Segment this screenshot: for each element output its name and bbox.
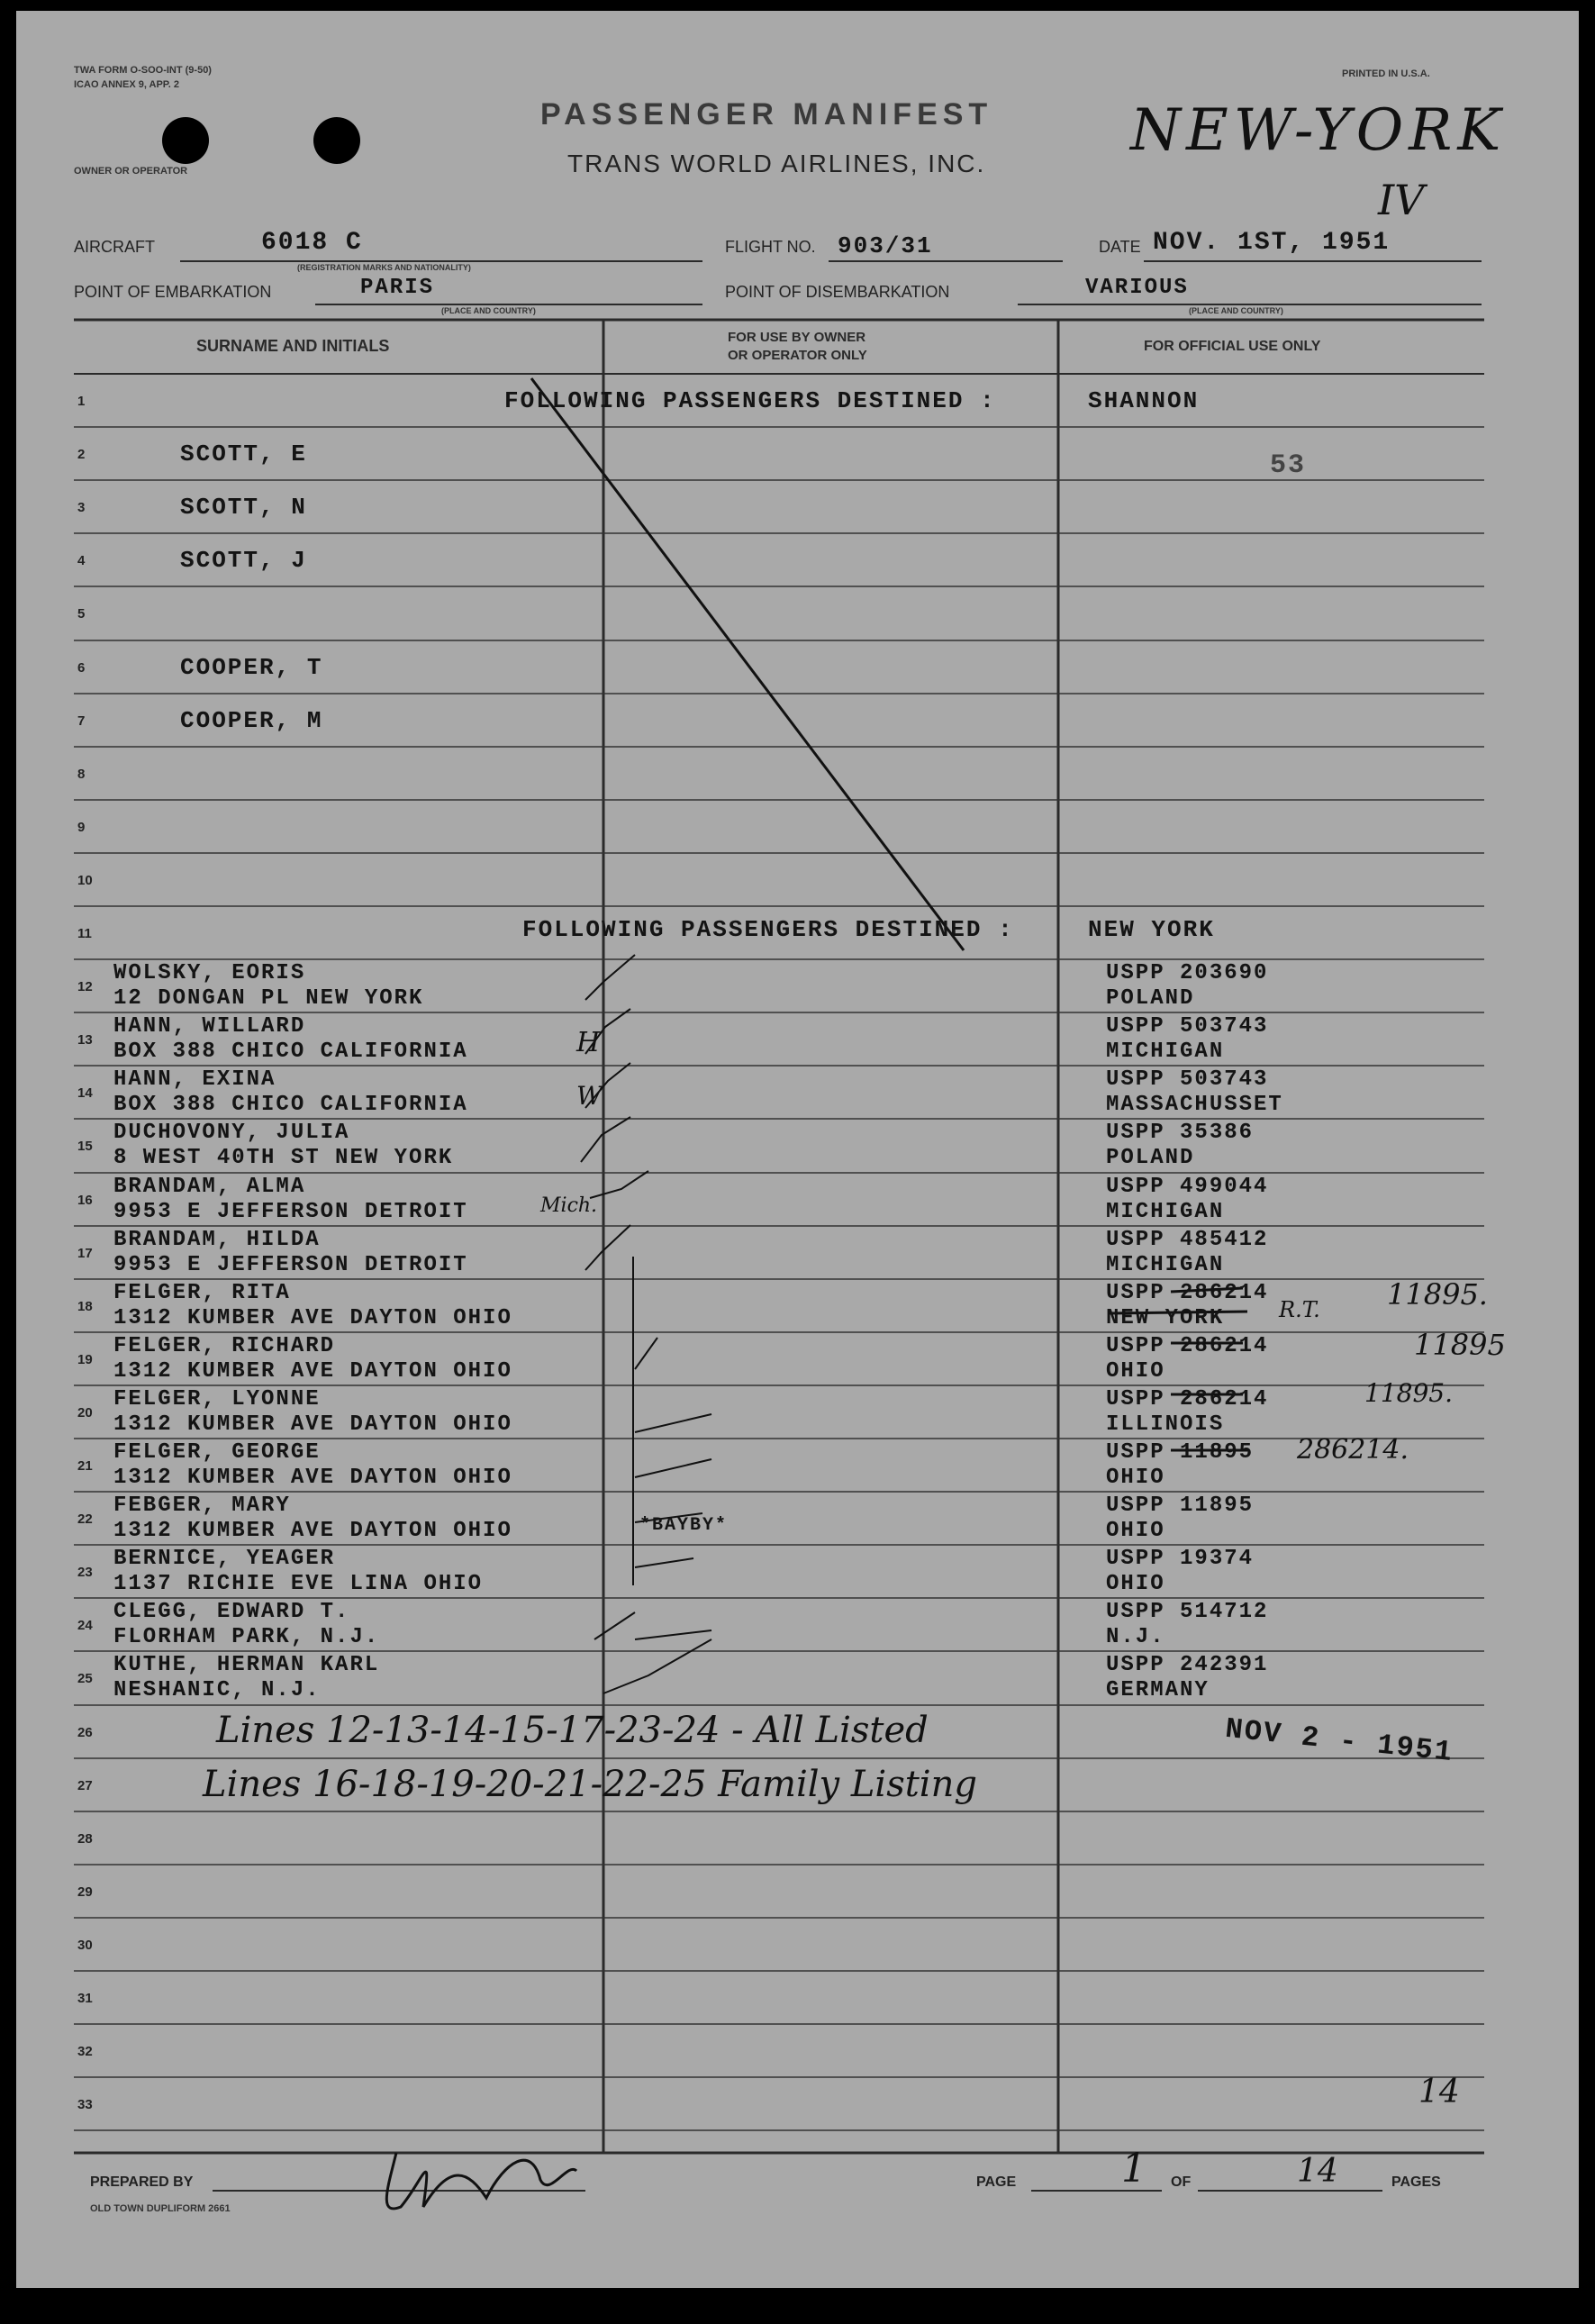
passenger-name: FELGER, RICHARD bbox=[113, 1334, 336, 1358]
row-number: 22 bbox=[77, 1512, 93, 1527]
col-header-owner-line2: OR OPERATOR ONLY bbox=[728, 348, 867, 363]
row-number: 5 bbox=[77, 606, 86, 622]
passenger-name: KUTHE, HERMAN KARL bbox=[113, 1653, 380, 1677]
row-number: 4 bbox=[77, 553, 86, 568]
airline-name: TRANS WORLD AIRLINES, INC. bbox=[567, 150, 986, 177]
shannon-passenger-name: COOPER, M bbox=[180, 707, 323, 734]
embarkation-label: POINT OF EMBARKATION bbox=[74, 283, 272, 301]
passenger-place: ILLINOIS bbox=[1106, 1412, 1225, 1437]
row-number: 1 bbox=[77, 394, 86, 409]
row-number: 3 bbox=[77, 500, 86, 515]
row-number: 8 bbox=[77, 767, 86, 782]
disembarkation-value: VARIOUS bbox=[1085, 276, 1189, 300]
row-number: 24 bbox=[77, 1618, 93, 1633]
page-of-label: OF bbox=[1171, 2174, 1192, 2190]
col-header-official: FOR OFFICIAL USE ONLY bbox=[1144, 339, 1321, 354]
margin-mark-14: W bbox=[576, 1081, 603, 1111]
passenger-name: FELGER, LYONNE bbox=[113, 1387, 321, 1412]
passenger-name: WOLSKY, EORIS bbox=[113, 961, 306, 985]
row-number: 27 bbox=[77, 1778, 93, 1793]
disembarkation-note: (PLACE AND COUNTRY) bbox=[1189, 306, 1283, 315]
shannon-passenger-name: SCOTT, J bbox=[180, 547, 307, 574]
handwritten-destination: NEW-YORK bbox=[1130, 97, 1507, 164]
passenger-place: OHIO bbox=[1106, 1466, 1165, 1490]
passenger-passport: USPP 286214 bbox=[1106, 1334, 1269, 1358]
row-number: 6 bbox=[77, 660, 86, 676]
correction-row20: 11895. bbox=[1364, 1378, 1453, 1408]
passenger-address: 9953 E JEFFERSON DETROIT bbox=[113, 1253, 468, 1277]
footer-form-number: OLD TOWN DUPLIFORM 2661 bbox=[90, 2203, 231, 2214]
passenger-address: 1312 KUMBER AVE DAYTON OHIO bbox=[113, 1412, 512, 1437]
shannon-count: 53 bbox=[1270, 450, 1307, 481]
disembarkation-label: POINT OF DISEMBARKATION bbox=[725, 283, 950, 301]
prepared-by-label: PREPARED BY bbox=[90, 2174, 194, 2190]
col-header-surname: SURNAME AND INITIALS bbox=[196, 337, 390, 355]
passenger-passport: USPP 35386 bbox=[1106, 1121, 1255, 1145]
passenger-place: OHIO bbox=[1106, 1519, 1165, 1543]
baby-annotation: *BAYBY* bbox=[639, 1515, 729, 1536]
passenger-passport: USPP 499044 bbox=[1106, 1175, 1269, 1199]
passenger-passport: USPP 242391 bbox=[1106, 1653, 1269, 1677]
shannon-passenger-name: COOPER, T bbox=[180, 654, 323, 681]
passenger-address: NESHANIC, N.J. bbox=[113, 1678, 321, 1702]
embarkation-note: (PLACE AND COUNTRY) bbox=[441, 306, 536, 315]
row-number: 28 bbox=[77, 1831, 93, 1847]
passenger-address: 12 DONGAN PL NEW YORK bbox=[113, 986, 424, 1011]
row-number: 30 bbox=[77, 1938, 93, 1953]
row-number: 14 bbox=[77, 1085, 93, 1101]
passenger-address: 1312 KUMBER AVE DAYTON OHIO bbox=[113, 1519, 512, 1543]
passenger-name: BERNICE, YEAGER bbox=[113, 1547, 336, 1571]
passenger-name: BRANDAM, ALMA bbox=[113, 1175, 306, 1199]
row-number: 2 bbox=[77, 447, 86, 462]
passenger-address: 1312 KUMBER AVE DAYTON OHIO bbox=[113, 1306, 512, 1330]
page-total: 14 bbox=[1297, 2153, 1338, 2190]
row-number: 25 bbox=[77, 1671, 93, 1686]
col-header-owner-line1: FOR USE BY OWNER bbox=[728, 330, 866, 345]
date-value: NOV. 1ST, 1951 bbox=[1153, 229, 1391, 257]
handwritten-line-26: Lines 12-13-14-15-17-23-24 - All Listed bbox=[216, 1710, 929, 1751]
aircraft-note: (REGISTRATION MARKS AND NATIONALITY) bbox=[297, 263, 471, 272]
row-number: 18 bbox=[77, 1299, 93, 1314]
passenger-name: FEBGER, MARY bbox=[113, 1493, 291, 1518]
correction-row21: 286214. bbox=[1297, 1434, 1409, 1466]
owner-label: OWNER OR OPERATOR bbox=[74, 166, 188, 177]
correction-row19: 11895 bbox=[1414, 1328, 1506, 1362]
page-number: 1 bbox=[1121, 2146, 1146, 2192]
row-number: 17 bbox=[77, 1246, 93, 1261]
passenger-address: 8 WEST 40TH ST NEW YORK bbox=[113, 1146, 454, 1170]
passenger-name: HANN, WILLARD bbox=[113, 1014, 306, 1039]
margin-mark-16: Mich. bbox=[540, 1194, 598, 1217]
passenger-name: BRANDAM, HILDA bbox=[113, 1228, 321, 1252]
passenger-name: CLEGG, EDWARD T. bbox=[113, 1600, 350, 1624]
passenger-passport: USPP 11895 bbox=[1106, 1440, 1255, 1465]
row-number: 26 bbox=[77, 1725, 93, 1740]
row-number: 15 bbox=[77, 1139, 93, 1154]
manifest-title: PASSENGER MANIFEST bbox=[540, 97, 993, 132]
passenger-place: MASSACHUSSET bbox=[1106, 1093, 1283, 1117]
row-number: 12 bbox=[77, 979, 93, 994]
handwritten-mark: IV bbox=[1378, 176, 1425, 224]
passenger-passport: USPP 503743 bbox=[1106, 1067, 1269, 1092]
pages-label: PAGES bbox=[1391, 2174, 1441, 2190]
page-label: PAGE bbox=[976, 2174, 1017, 2190]
passenger-address: 1312 KUMBER AVE DAYTON OHIO bbox=[113, 1466, 512, 1490]
printed-note: PRINTED IN U.S.A. bbox=[1342, 68, 1430, 79]
date-stamp: NOV 2 - 1951 bbox=[1223, 1711, 1455, 1770]
shannon-heading: FOLLOWING PASSENGERS DESTINED : bbox=[504, 387, 996, 414]
passenger-address: 1137 RICHIE EVE LINA OHIO bbox=[113, 1572, 484, 1596]
passenger-passport: USPP 503743 bbox=[1106, 1014, 1269, 1039]
passenger-passport: USPP 203690 bbox=[1106, 961, 1269, 985]
row-number: 9 bbox=[77, 820, 86, 835]
date-label: DATE bbox=[1099, 238, 1141, 256]
passenger-place: NEW YORK bbox=[1106, 1306, 1225, 1330]
passenger-passport: USPP 11895 bbox=[1106, 1493, 1255, 1518]
aircraft-value: 6018 C bbox=[261, 229, 363, 257]
shannon-destination: SHANNON bbox=[1088, 387, 1200, 414]
passenger-address: 1312 KUMBER AVE DAYTON OHIO bbox=[113, 1359, 512, 1384]
row-number: 29 bbox=[77, 1884, 93, 1900]
passenger-name: FELGER, GEORGE bbox=[113, 1440, 321, 1465]
passenger-name: DUCHOVONY, JULIA bbox=[113, 1121, 350, 1145]
correction-row18-rt: R.T. bbox=[1279, 1297, 1320, 1322]
passenger-place: OHIO bbox=[1106, 1572, 1165, 1596]
passenger-address: FLORHAM PARK, N.J. bbox=[113, 1625, 380, 1649]
passenger-name: HANN, EXINA bbox=[113, 1067, 276, 1092]
passenger-place: N.J. bbox=[1106, 1625, 1165, 1649]
passenger-place: MICHIGAN bbox=[1106, 1200, 1225, 1224]
flight-label: FLIGHT NO. bbox=[725, 238, 816, 256]
passenger-place: POLAND bbox=[1106, 986, 1195, 1011]
passenger-address: 9953 E JEFFERSON DETROIT bbox=[113, 1200, 468, 1224]
row-number: 7 bbox=[77, 713, 86, 729]
row-number: 31 bbox=[77, 1991, 93, 2006]
passenger-passport: USPP 286214 bbox=[1106, 1281, 1269, 1305]
row-number: 16 bbox=[77, 1193, 93, 1208]
row-number: 19 bbox=[77, 1352, 93, 1367]
passenger-place: GERMANY bbox=[1106, 1678, 1210, 1702]
passenger-passport: USPP 286214 bbox=[1106, 1387, 1269, 1412]
row-number: 23 bbox=[77, 1565, 93, 1580]
newyork-heading: FOLLOWING PASSENGERS DESTINED : bbox=[522, 916, 1014, 943]
passenger-name: FELGER, RITA bbox=[113, 1281, 291, 1305]
row-number: 20 bbox=[77, 1405, 93, 1421]
passenger-address: BOX 388 CHICO CALIFORNIA bbox=[113, 1093, 468, 1117]
shannon-passenger-name: SCOTT, N bbox=[180, 494, 307, 521]
row-number: 11 bbox=[77, 926, 92, 941]
embarkation-value: PARIS bbox=[360, 276, 435, 300]
row-number: 21 bbox=[77, 1458, 93, 1474]
passenger-passport: USPP 485412 bbox=[1106, 1228, 1269, 1252]
form-id: TWA FORM O-SOO-INT (9-50) bbox=[74, 65, 212, 76]
page-total-correction: 14 bbox=[1418, 2074, 1460, 2111]
row-number: 32 bbox=[77, 2044, 93, 2059]
passenger-passport: USPP 19374 bbox=[1106, 1547, 1255, 1571]
handwritten-line-27: Lines 16-18-19-20-21-22-25 Family Listing bbox=[203, 1764, 977, 1805]
passenger-place: MICHIGAN bbox=[1106, 1039, 1225, 1064]
aircraft-label: AIRCRAFT bbox=[74, 238, 155, 256]
passenger-passport: USPP 514712 bbox=[1106, 1600, 1269, 1624]
icao-reference: ICAO ANNEX 9, APP. 2 bbox=[74, 79, 179, 90]
correction-row18: 11895. bbox=[1387, 1277, 1488, 1312]
passenger-place: OHIO bbox=[1106, 1359, 1165, 1384]
flight-value: 903/31 bbox=[838, 232, 933, 259]
row-number: 10 bbox=[77, 873, 93, 888]
passenger-address: BOX 388 CHICO CALIFORNIA bbox=[113, 1039, 468, 1064]
row-number: 13 bbox=[77, 1032, 93, 1048]
passenger-place: MICHIGAN bbox=[1106, 1253, 1225, 1277]
margin-mark-13: H bbox=[576, 1027, 601, 1058]
passenger-place: POLAND bbox=[1106, 1146, 1195, 1170]
shannon-passenger-name: SCOTT, E bbox=[180, 440, 307, 468]
row-number: 33 bbox=[77, 2097, 93, 2112]
newyork-destination: NEW YORK bbox=[1088, 916, 1215, 943]
